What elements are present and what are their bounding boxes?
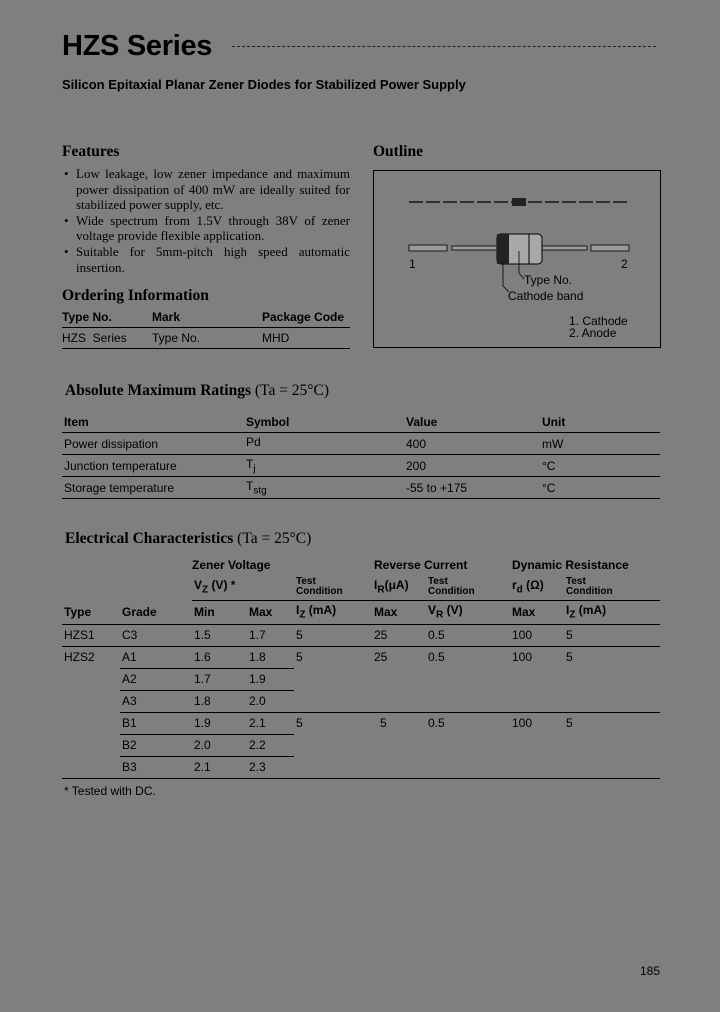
ir-header: $I_R(\mu A)$ bbox=[372, 574, 426, 600]
electrical-heading: Electrical Characteristics (Ta = 25°C) bbox=[65, 530, 312, 547]
table-row: A3 1.8 2.0 bbox=[62, 690, 660, 712]
vz-header: $V_Z$ (V) * bbox=[192, 574, 294, 600]
group-reverse: Reverse Current bbox=[374, 558, 468, 572]
footnote: * Tested with DC. bbox=[64, 784, 156, 798]
ord-cell: HZS Series bbox=[62, 328, 152, 349]
col-symbol: Symbol bbox=[244, 411, 404, 433]
pin1-label: 1 bbox=[409, 257, 416, 271]
features-heading: Features bbox=[62, 143, 120, 160]
table-row: B1 1.9 2.1 5 5 0.5 100 5 bbox=[62, 712, 660, 734]
outline-drawing bbox=[373, 170, 661, 348]
cathode-band-label: Cathode band bbox=[508, 289, 584, 303]
group-zener: Zener Voltage bbox=[192, 558, 271, 572]
ord-cell: Type No. bbox=[152, 328, 262, 349]
table-row: B2 2.0 2.2 bbox=[62, 734, 660, 756]
electrical-table: Zener Voltage Reverse Current Dynamic Resistance $V_Z$ (V) * Test Condition $I_R(\mu A)$ Test Condition $r_d$ (Ω) Test Condition Type Grade Min Max $I_Z$ (mA) Max $V_R$ (V) Max $I_Z$ (mA) HZS1 C3 1.5 1.7 5 25 0.5 100 5 HZS2 A1 1.6 1.8 5 25 0.5 100 5 A2 1.7 1.9 A3 1.8 2.0 B1 1.9 2.1 5 5 0.5 100 5 B2 2.0 2.2 B3 2.1 2.3 bbox=[62, 556, 660, 779]
table-row: B3 2.1 2.3 bbox=[62, 756, 660, 778]
feature-item: • Low leakage, low zener impedance and maximum power dissipation of 400 mW are ideally suited for stabilized power supply, etc. bbox=[62, 166, 350, 213]
col-item: Item bbox=[62, 411, 244, 433]
title-rule bbox=[232, 46, 656, 47]
table-row: HZS2 A1 1.6 1.8 5 25 0.5 100 5 bbox=[62, 646, 660, 668]
page-number: 185 bbox=[640, 964, 661, 978]
pin2-label: 2 bbox=[621, 257, 628, 271]
ord-col-type: Type No. bbox=[62, 307, 152, 328]
legend-anode: 2. Anode bbox=[569, 326, 617, 340]
page-subtitle: Silicon Epitaxial Planar Zener Diodes for Stabilized Power Supply bbox=[62, 77, 466, 92]
legend-cathode: 1. Cathode bbox=[569, 314, 628, 328]
ord-cell: MHD bbox=[262, 328, 350, 349]
table-row: A2 1.7 1.9 bbox=[62, 668, 660, 690]
type-no-label: Type No. bbox=[524, 273, 573, 287]
ord-col-mark: Mark bbox=[152, 307, 262, 328]
features-list bbox=[62, 166, 350, 275]
page-title: HZS Series bbox=[62, 30, 213, 62]
col-unit: Unit bbox=[540, 411, 660, 433]
table-row: HZS1 C3 1.5 1.7 5 25 0.5 100 5 bbox=[62, 624, 660, 646]
table-row: Junction temperature $T_j$ 200 °C bbox=[62, 455, 660, 477]
outline-heading: Outline bbox=[373, 143, 423, 160]
ordering-heading: Ordering Information bbox=[62, 287, 209, 304]
ordering-table bbox=[62, 307, 350, 349]
feature-item: • Suitable for 5mm-pitch high speed automatic insertion. bbox=[62, 244, 350, 275]
abs-max-heading: Absolute Maximum Ratings (Ta = 25°C) bbox=[65, 382, 330, 399]
table-row: Power dissipation Pd 400 mW bbox=[62, 433, 660, 455]
feature-item: • Wide spectrum from 1.5V through 38V of zener voltage provide flexible application. bbox=[62, 213, 350, 244]
rd-header: $r_d$ (Ω) bbox=[510, 574, 564, 600]
table-row: Storage temperature $T_{stg}$ -55 to +175 °C bbox=[62, 477, 660, 499]
group-dynamic: Dynamic Resistance bbox=[512, 558, 629, 572]
abs-max-table bbox=[62, 411, 660, 499]
ord-col-package: Package Code bbox=[262, 307, 350, 328]
col-value: Value bbox=[404, 411, 540, 433]
table-row bbox=[62, 328, 350, 349]
